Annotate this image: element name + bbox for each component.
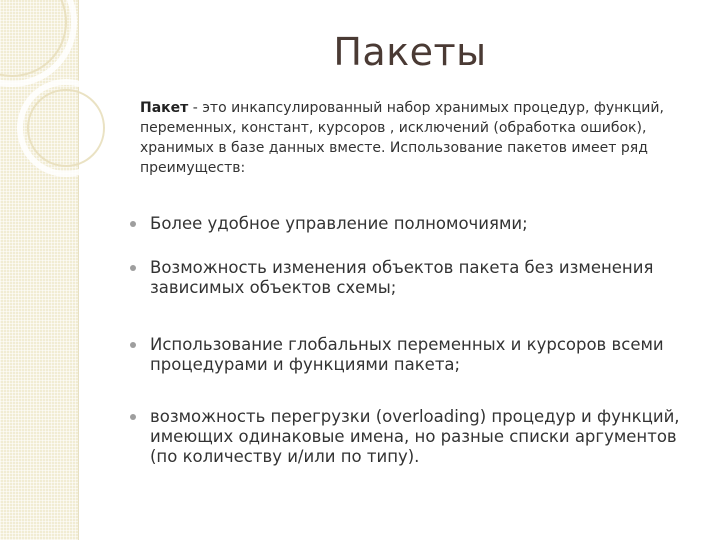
decorative-side-strip [0, 0, 78, 540]
list-item-text: Использование глобальных переменных и курсоров всеми процедурами и функциями пакета; [150, 335, 664, 374]
list-item-text: Более удобное управление полномочиями; [150, 214, 528, 233]
advantages-list [130, 214, 690, 492]
list-item [130, 258, 690, 298]
bullet-dot-icon [130, 342, 136, 348]
slide-title: Пакеты [333, 30, 487, 74]
list-item [130, 214, 690, 234]
intro-text: - это инкапсулированный набор хранимых процедур, функций, переменных, констант, курсоров , исключений (обработка ошибок), хранимых в базе данных вместе. Использование пакетов имеет ряд преимуществ: [140, 100, 664, 176]
bullet-dot-icon [130, 414, 136, 420]
list-item [130, 407, 690, 467]
intro-paragraph [140, 98, 680, 178]
list-item-text: возможность перегрузки (overloading) процедур и функций, имеющих одинаковые имена, но разные списки аргументов (по количеству и/или по типу). [150, 407, 680, 466]
strip-divider [78, 0, 79, 540]
bullet-dot-icon [130, 265, 136, 271]
intro-term: Пакет [140, 100, 189, 116]
list-item [130, 335, 690, 375]
list-item-text: Возможность изменения объектов пакета без изменения зависимых объектов схемы; [150, 258, 654, 297]
bullet-dot-icon [130, 221, 136, 227]
